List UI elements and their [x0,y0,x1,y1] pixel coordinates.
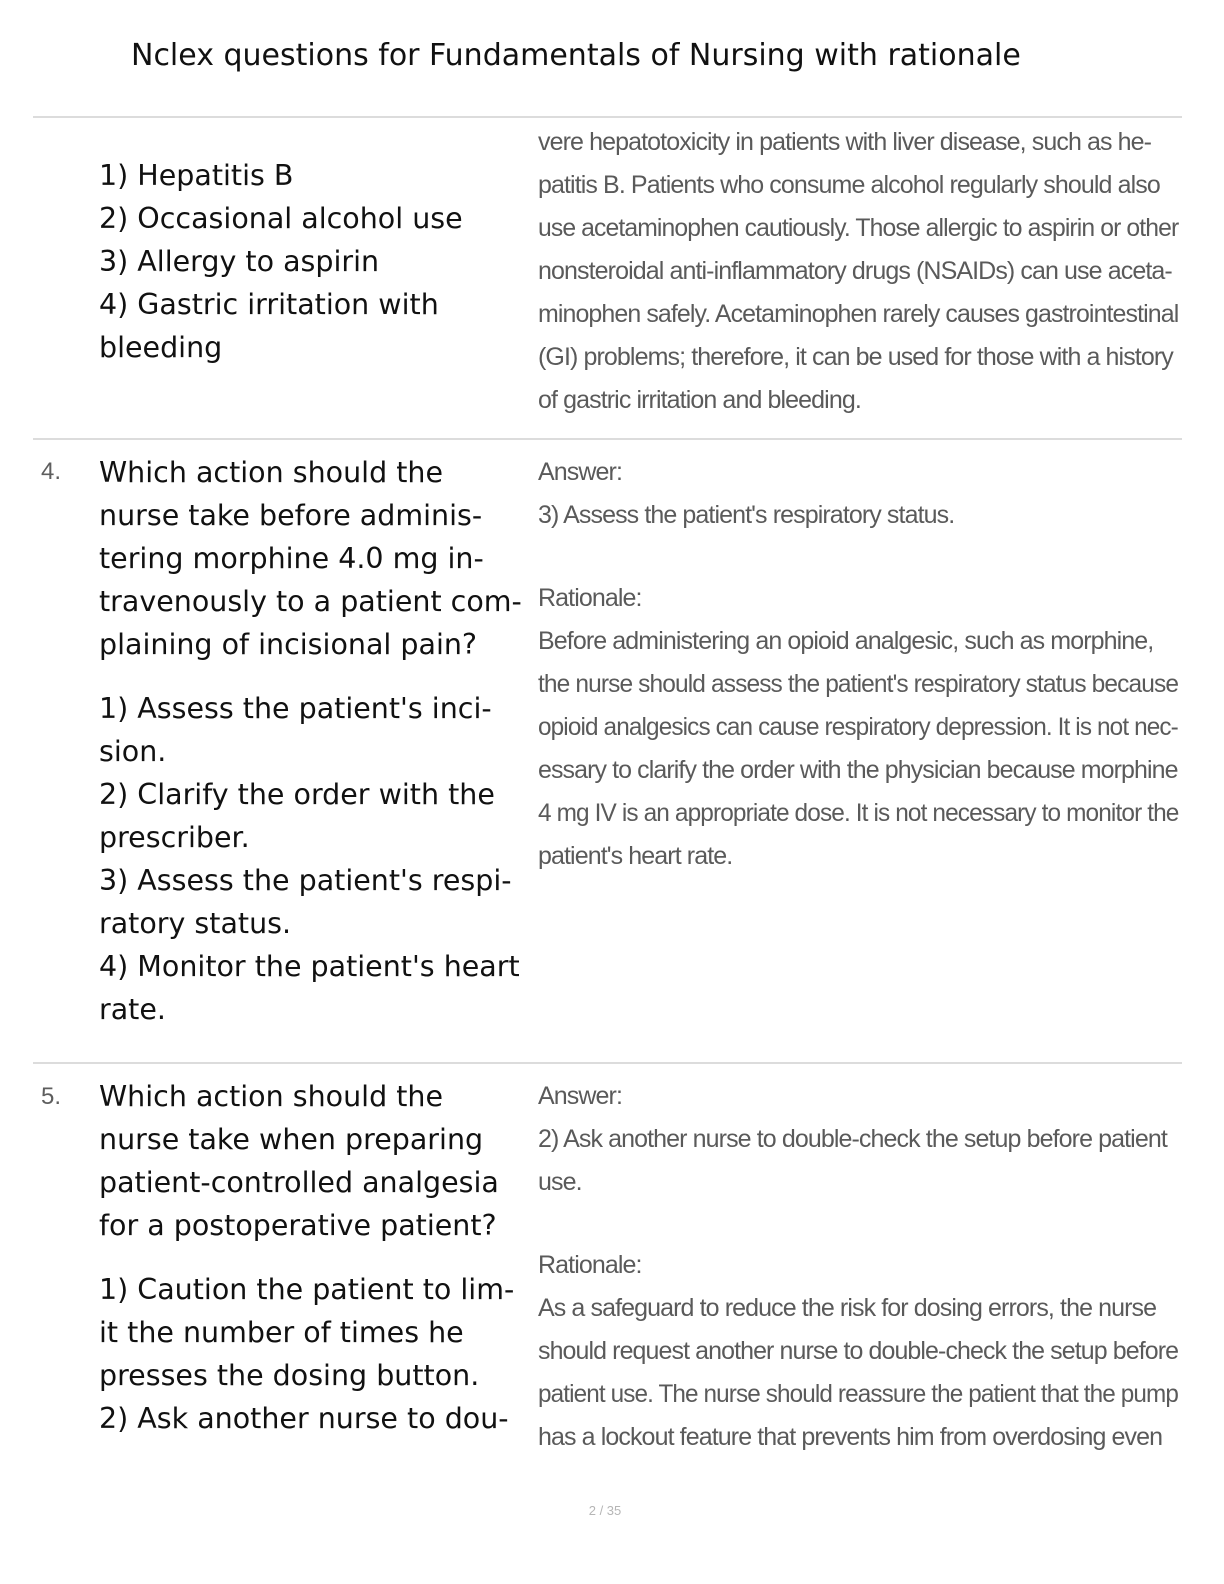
rationale-line: patient use. The nurse should reassure the patient that the pump [538,1380,1178,1408]
rationale-line: the nurse should assess the patient's respiratory status because [538,670,1179,698]
question-line: Which action should the [99,456,443,489]
option-line: bleeding [99,331,223,364]
option-line: sion. [99,735,167,768]
rationale-line: of gastric irritation and bleeding. [538,386,861,414]
rationale-line: As a safeguard to reduce the risk for dosing errors, the nurse [538,1294,1157,1322]
rationale-line: patitis B. Patients who consume alcohol regularly should also [538,171,1160,199]
rationale-line: essary to clarify the order with the physician because morphine [538,756,1178,784]
option-line: 3) Allergy to aspirin [99,245,380,278]
question-number: 5. [41,1083,62,1110]
q4-answer-rationale [538,451,1178,878]
document-title: Nclex questions for Fundamentals of Nursing with rationale [131,38,1021,73]
divider [33,1062,1182,1064]
q3-rationale [538,121,1178,422]
rationale-line: Before administering an opioid analgesic, such as morphine, [538,627,1154,655]
question-line: plaining of incisional pain? [99,628,478,661]
option-line: 2) Occasional alcohol use [99,202,463,235]
rationale-line: 4 mg IV is an appropriate dose. It is not necessary to monitor the [538,799,1179,827]
option-line: 1) Hepatitis B [99,159,294,192]
rationale-label: Rationale: [538,584,642,612]
answer-label: Answer: [538,458,623,486]
divider [33,116,1182,118]
answer-line: use. [538,1168,582,1196]
rationale-line: vere hepatotoxicity in patients with liver disease, such as he- [538,128,1152,156]
rationale-line: use acetaminophen cautiously. Those allergic to aspirin or other [538,214,1179,242]
q5-answer-rationale [538,1075,1178,1459]
question-line: for a postoperative patient? [99,1209,497,1242]
divider [33,438,1182,440]
q4-question [99,451,539,1031]
question-number: 4. [41,458,62,485]
option-line: ratory status. [99,907,292,940]
option-line: 1) Assess the patient's inci- [99,692,492,725]
option-line: presses the dosing button. [99,1359,480,1392]
rationale-line: should request another nurse to double-check the setup before [538,1337,1179,1365]
rationale-line: has a lockout feature that prevents him from overdosing even [538,1423,1163,1451]
rationale-line: minophen safely. Acetaminophen rarely causes gastrointestinal [538,300,1179,328]
option-line: 3) Assess the patient's respi- [99,864,512,897]
question-line: travenously to a patient com- [99,585,522,618]
option-line: it the number of times he [99,1316,464,1349]
option-line: 1) Caution the patient to lim- [99,1273,515,1306]
q3-options [99,154,539,369]
rationale-line: (GI) problems; therefore, it can be used for those with a history [538,343,1173,371]
page-number: 2 / 35 [588,1503,622,1518]
question-line: nurse take before adminis- [99,499,483,532]
option-line: rate. [99,993,166,1026]
option-line: 2) Ask another nurse to dou- [99,1402,509,1435]
question-line: tering morphine 4.0 mg in- [99,542,484,575]
q5-question [99,1075,539,1440]
answer-label: Answer: [538,1082,623,1110]
option-line: 4) Monitor the patient's heart [99,950,520,983]
option-line: prescriber. [99,821,250,854]
rationale-line: opioid analgesics can cause respiratory depression. It is not nec- [538,713,1178,741]
rationale-label: Rationale: [538,1251,642,1279]
answer-line: 3) Assess the patient's respiratory status. [538,501,955,529]
option-line: 4) Gastric irritation with [99,288,439,321]
question-line: patient-controlled analgesia [99,1166,499,1199]
rationale-line: patient's heart rate. [538,842,733,870]
question-line: Which action should the [99,1080,443,1113]
rationale-line: nonsteroidal anti-inflammatory drugs (NSAIDs) can use aceta- [538,257,1172,285]
question-line: nurse take when preparing [99,1123,484,1156]
option-line: 2) Clarify the order with the [99,778,495,811]
answer-line: 2) Ask another nurse to double-check the setup before patient [538,1125,1167,1153]
